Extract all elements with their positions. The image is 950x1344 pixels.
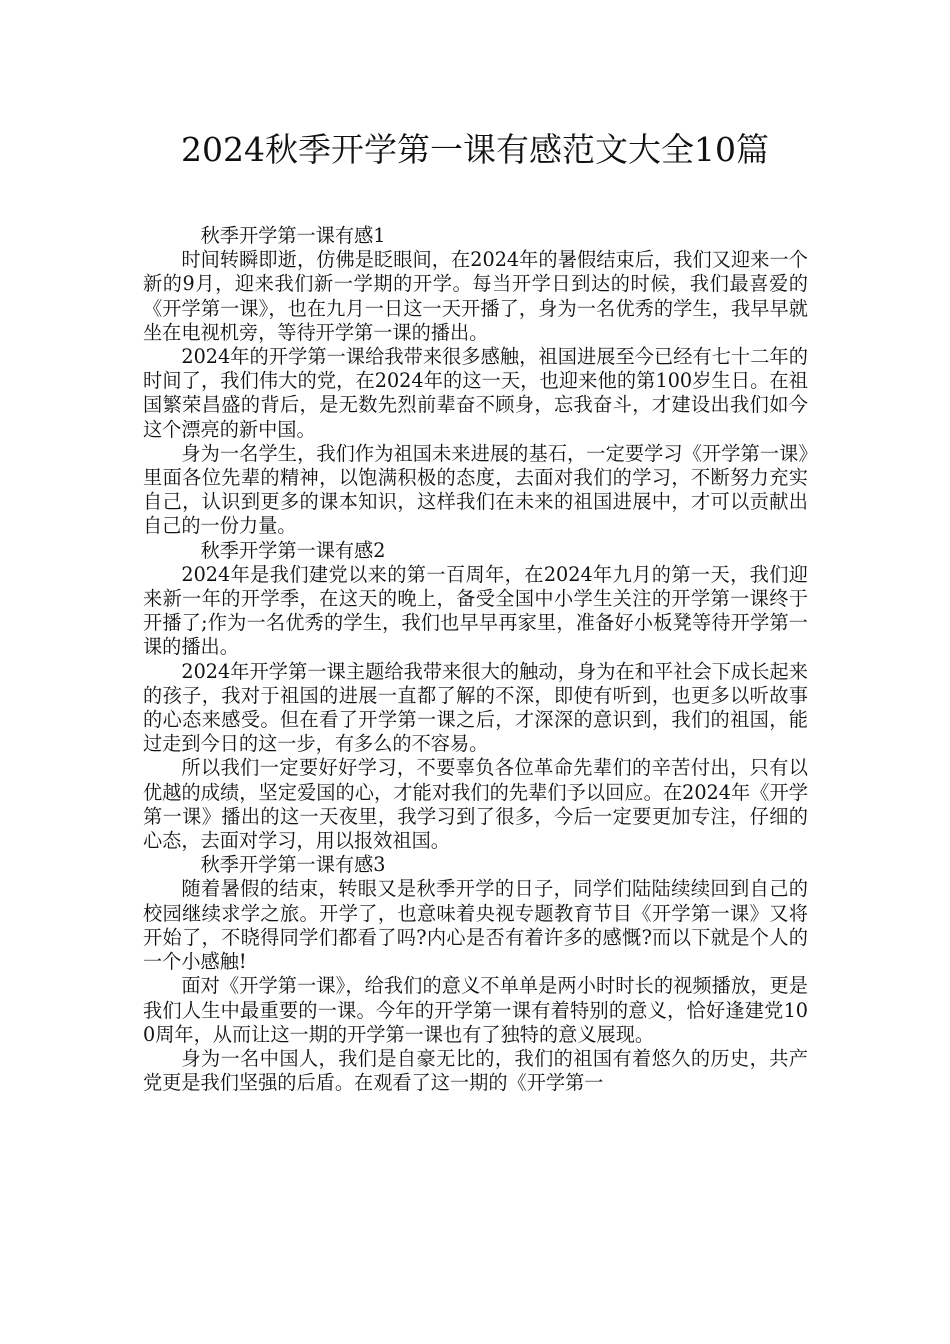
section-heading: 秋季开学第一课有感1 <box>200 224 386 247</box>
paragraph: 2024年开学第一课主题给我带来很大的触动，身为在和平社会下成长起来的孩子，我对于祖国的进展一直都了解的不深，即使有听到，也更多以听故事的心态来感受。但在看了开学第一课之后，才深深的意识到，我们的祖国，能过走到今日的这一步，有多么的不容易。 <box>143 659 808 756</box>
section-heading: 秋季开学第一课有感2 <box>200 538 386 562</box>
paragraph: 身为一名学生，我们作为祖国未来进展的基石，一定要学习《开学第一课》里面各位先辈的精神，以饱满积极的态度，去面对我们的学习，不断努力充实自己，认识到更多的课本知识，这样我们在未来的祖国进展中，才可以贡献出自己的一份力量。 <box>143 441 808 538</box>
paragraph: 面对《开学第一课》，给我们的意义不单单是两小时时长的视频播放，更是我们人生中最重要的一课。今年的开学第一课有着特别的意义，恰好逢建党100周年，从而让这一期的开学第一课也有了独特的意义展现。 <box>143 974 808 1046</box>
paragraph: 身为一名中国人，我们是自豪无比的，我们的祖国有着悠久的历史，共产党更是我们坚强的后盾。在观看了这一期的《开学第一 <box>143 1046 808 1095</box>
paragraph: 时间转瞬即逝，仿佛是眨眼间，在2024年的暑假结束后，我们又迎来一个新的9月，迎来我们新一学期的开学。每当开学日到达的时候，我们最喜爱的《开学第一课》，也在九月一日这一天开播了，身为一名优秀的学生，我早早就坐在电视机旁，等待开学第一课的播出。 <box>143 248 808 344</box>
document-title: 2024秋季开学第一课有感范文大全10篇 <box>181 130 769 169</box>
paragraph: 所以我们一定要好好学习，不要辜负各位革命先辈们的辛苦付出，只有以优越的成绩，坚定爱国的心，才能对我们的先辈们予以回应。在2024年《开学第一课》播出的这一天夜里，我学习到了很多，今后一定要更加专注，仔细的心态，去面对学习，用以报效祖国。 <box>143 756 808 853</box>
paragraph: 2024年是我们建党以来的第一百周年，在2024年九月的第一天，我们迎来新一年的开学季，在这天的晚上，备受全国中小学生关注的开学第一课终于开播了;作为一名优秀的学生，我们也早早再家里，准备好小板凳等待开学第一课的播出。 <box>143 562 808 659</box>
section-heading: 秋季开学第一课有感3 <box>200 853 386 877</box>
paragraph: 2024年的开学第一课给我带来很多感触，祖国进展至今已经有七十二年的时间了，我们伟大的党，在2024年的这一天，也迎来他的第100岁生日。在祖国繁荣昌盛的背后，是无数先烈前辈奋不顾身，忘我奋斗，才建设出我们如今这个漂亮的新中国。 <box>143 345 808 441</box>
paragraph: 随着暑假的结束，转眼又是秋季开学的日子，同学们陆陆续续回到自己的校园继续求学之旅。开学了，也意味着央视专题教育节目《开学第一课》又将开始了，不晓得同学们都看了吗?内心是否有着许多的感慨?而以下就是个人的一个小感触! <box>143 877 808 974</box>
document-body <box>143 224 808 1095</box>
